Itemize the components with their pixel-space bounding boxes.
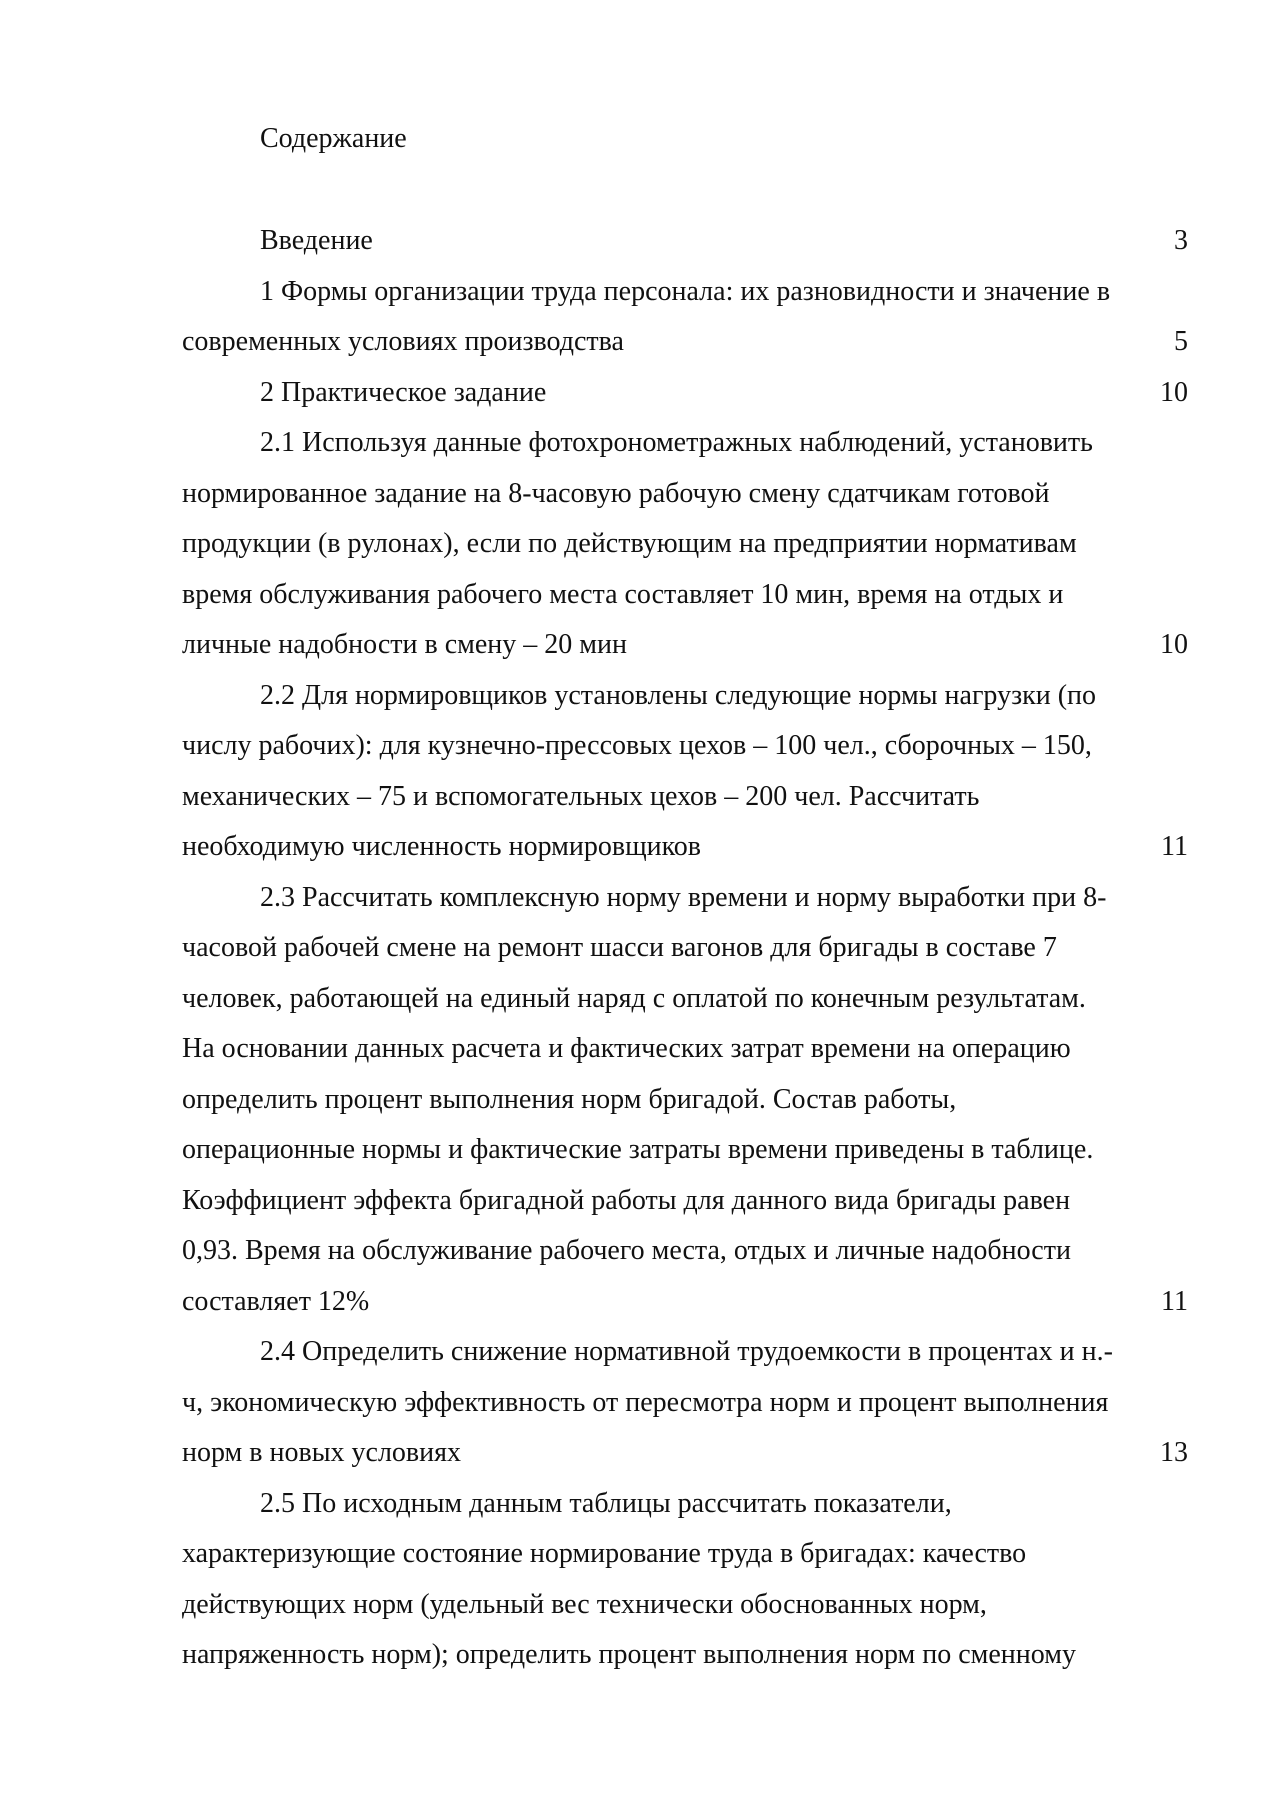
toc-page-number: 11 xyxy=(1161,1285,1188,1317)
toc-entry-line: составляет 12% xyxy=(182,1285,370,1317)
toc-entry-line: 2.5 По исходным данным таблицы рассчитать показатели, xyxy=(260,1487,952,1519)
toc-entry-line: характеризующие состояние нормирование труда в бригадах: качество xyxy=(182,1538,1027,1569)
toc-entry-line: необходимую численность нормировщиков xyxy=(182,831,702,862)
toc-entry-line: современных условиях производства xyxy=(182,326,624,357)
toc-page-number: 13 xyxy=(1160,1437,1188,1468)
toc-entry-line: время обслуживания рабочего места составляет 10 мин, время на отдых и xyxy=(182,578,1064,610)
toc-page-number: 11 xyxy=(1161,831,1188,862)
toc-entry-line: На основании данных расчета и фактических затрат времени на операцию xyxy=(182,1033,1071,1064)
toc-entry-line: часовой рабочей смене на ремонт шасси вагонов для бригады в составе 7 xyxy=(182,932,1057,963)
toc-entry-line: 1 Формы организации труда персонала: их разновидности и значение в xyxy=(260,275,1111,307)
toc-entry-section-2-5 xyxy=(182,1479,1188,1681)
toc-entry-line: норм в новых условиях xyxy=(182,1437,462,1468)
toc-entry-line: определить процент выполнения норм бригадой. Состав работы, xyxy=(182,1083,957,1115)
toc-entry-line: числу рабочих): для кузнечно-прессовых цехов – 100 чел., сборочных – 150, xyxy=(182,730,1092,761)
toc-entry-line: 2.4 Определить снижение нормативной трудоемкости в процентах и н.- xyxy=(260,1336,1113,1367)
toc-entry-section-2-2 xyxy=(182,671,1188,873)
toc-entry-section-2-3 xyxy=(182,873,1188,1328)
toc-entry-line: личные надобности в смену – 20 мин xyxy=(182,629,627,660)
toc-entry-label: 2 Практическое задание xyxy=(260,376,547,408)
toc-entry-line: напряженность норм); определить процент выполнения норм по сменному xyxy=(182,1639,1076,1670)
toc-entry-line: 2.2 Для нормировщиков установлены следующие нормы нагрузки (по xyxy=(260,679,1097,711)
toc-entry-section-1 xyxy=(182,267,1188,368)
table-of-contents xyxy=(182,216,1188,1681)
toc-page-number: 10 xyxy=(1160,376,1188,408)
toc-entry-line: продукции (в рулонах), если по действующим на предприятии нормативам xyxy=(182,528,1077,559)
toc-page-number: 10 xyxy=(1160,629,1188,660)
toc-entry-line: механических – 75 и вспомогательных цехов – 200 чел. Рассчитать xyxy=(182,780,980,812)
toc-entry-line: действующих норм (удельный вес технически обоснованных норм, xyxy=(182,1588,987,1620)
toc-entry-line: Коэффициент эффекта бригадной работы для данного вида бригады равен xyxy=(182,1184,1071,1216)
toc-entry-section-2-4 xyxy=(182,1327,1188,1479)
toc-entry-line: 0,93. Время на обслуживание рабочего места, отдых и личные надобности xyxy=(182,1235,1071,1266)
toc-entry-line: 2.3 Рассчитать комплексную норму времени и норму выработки при 8- xyxy=(260,881,1107,913)
toc-entry-label: Введение xyxy=(260,225,373,256)
toc-entry-line: ч, экономическую эффективность от пересмотра норм и процент выполнения xyxy=(182,1386,1109,1418)
toc-entry-line: операционные нормы и фактические затраты времени приведены в таблице. xyxy=(182,1134,1094,1165)
toc-entry-line: человек, работающей на единый наряд с оплатой по конечным результатам. xyxy=(182,982,1086,1014)
toc-entry-section-2 xyxy=(182,368,1188,419)
toc-entry-section-2-1 xyxy=(182,418,1188,671)
toc-entry-intro xyxy=(182,216,1188,267)
page-title: Содержание xyxy=(260,123,407,154)
toc-page-number: 3 xyxy=(1174,225,1188,256)
toc-entry-line: 2.1 Используя данные фотохронометражных наблюдений, установить xyxy=(260,427,1093,458)
toc-entry-line: нормированное задание на 8-часовую рабочую смену сдатчикам готовой xyxy=(182,477,1050,509)
toc-page-number: 5 xyxy=(1174,326,1188,357)
